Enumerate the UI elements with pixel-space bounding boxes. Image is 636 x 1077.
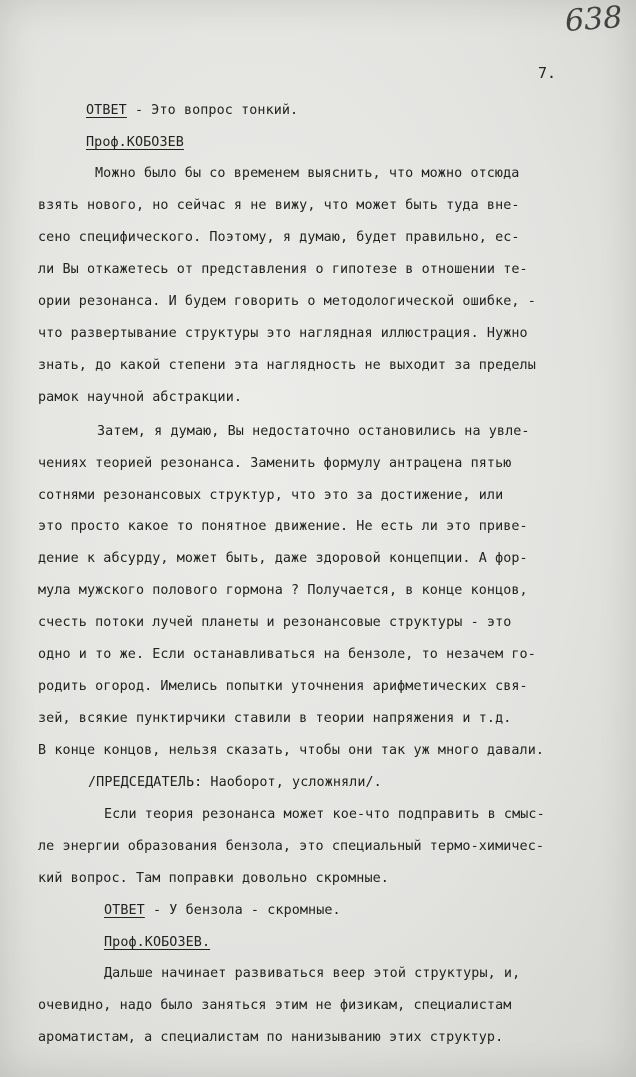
text-line: мула мужского полового гормона ? Получается, в конце концов,	[38, 583, 528, 598]
text-line: родить огород. Имелись попытки уточнения арифметических свя-	[38, 679, 528, 694]
text-line: что развертывание структуры это наглядная иллюстрация. Нужно	[38, 326, 528, 341]
answer-text: - Это вопрос тонкий.	[126, 103, 299, 118]
text-line: очевидно, надо было заняться этим не физикам, специалистам	[38, 998, 512, 1013]
text-line: Если теория резонанса может кое-что подправить в смыс-	[104, 807, 545, 822]
text-line: взять нового, но сейчас я не вижу, что может быть туда вне-	[38, 198, 520, 213]
page-number: 7.	[538, 64, 557, 82]
speaker-heading: Проф.КОБОЗЕВ	[86, 135, 184, 150]
text-line: ароматистам, а специалистам по нанизыванию этих структур.	[38, 1030, 504, 1045]
text-line: это просто какое то понятное движение. Не есть ли это приве-	[38, 519, 528, 534]
speaker-answer: ОТВЕТ	[86, 103, 127, 118]
text-line: чениях теорией резонанса. Заменить формулу антрацена пятью	[38, 456, 512, 471]
chairman-remark: /ПРЕДСЕДАТЕЛЬ: Наоборот, усложняли/.	[88, 775, 382, 790]
text-line: дение к абсурду, может быть, даже здоровой концепции. А фор-	[38, 551, 528, 566]
text-line: сено специфического. Поэтому, я думаю, будет правильно, ес-	[38, 230, 520, 245]
text-line: В конце концов, нельзя сказать, чтобы они так уж много давали.	[38, 743, 545, 758]
text-line: ории резонанса. И будем говорить о методологической ошибке, -	[38, 294, 536, 309]
answer-line-2	[104, 903, 636, 919]
text-line: одно и то же. Если останавливаться на бензоле, то незачем го-	[38, 647, 536, 662]
speaker-heading: Проф.КОБОЗЕВ.	[104, 935, 211, 950]
answer-line-1	[86, 103, 636, 119]
text-line: Затем, я думаю, Вы недостаточно остановились на увле-	[97, 424, 530, 439]
text-line: зей, всякие пунктирчики ставили в теории напряжения и т.д.	[38, 711, 512, 726]
text-line: кий вопрос. Там поправки довольно скромные.	[38, 871, 389, 886]
handwritten-archive-number: 638	[563, 0, 624, 39]
speaker-answer: ОТВЕТ	[104, 903, 145, 918]
text-line: Дальше начинает развиваться веер этой структуры, и,	[104, 966, 521, 981]
text-line: рамок научной абстракции.	[38, 390, 243, 405]
text-line: сотнями резонансовых структур, что это за достижение, или	[38, 488, 504, 503]
text-line: ле энергии образования бензола, это специальный термо-химичес-	[38, 839, 545, 854]
answer-text: - У бензола - скромные.	[144, 903, 341, 918]
text-line: Можно было бы со временем выяснить, что можно отсюда	[95, 166, 520, 181]
text-line: ли Вы откажетесь от представления о гипотезе в отношении те-	[38, 262, 528, 277]
text-line: знать, до какой степени эта наглядность не выходит за пределы	[38, 358, 536, 373]
text-line: счесть потоки лучей планеты и резонансовые структуры - это	[38, 615, 512, 630]
